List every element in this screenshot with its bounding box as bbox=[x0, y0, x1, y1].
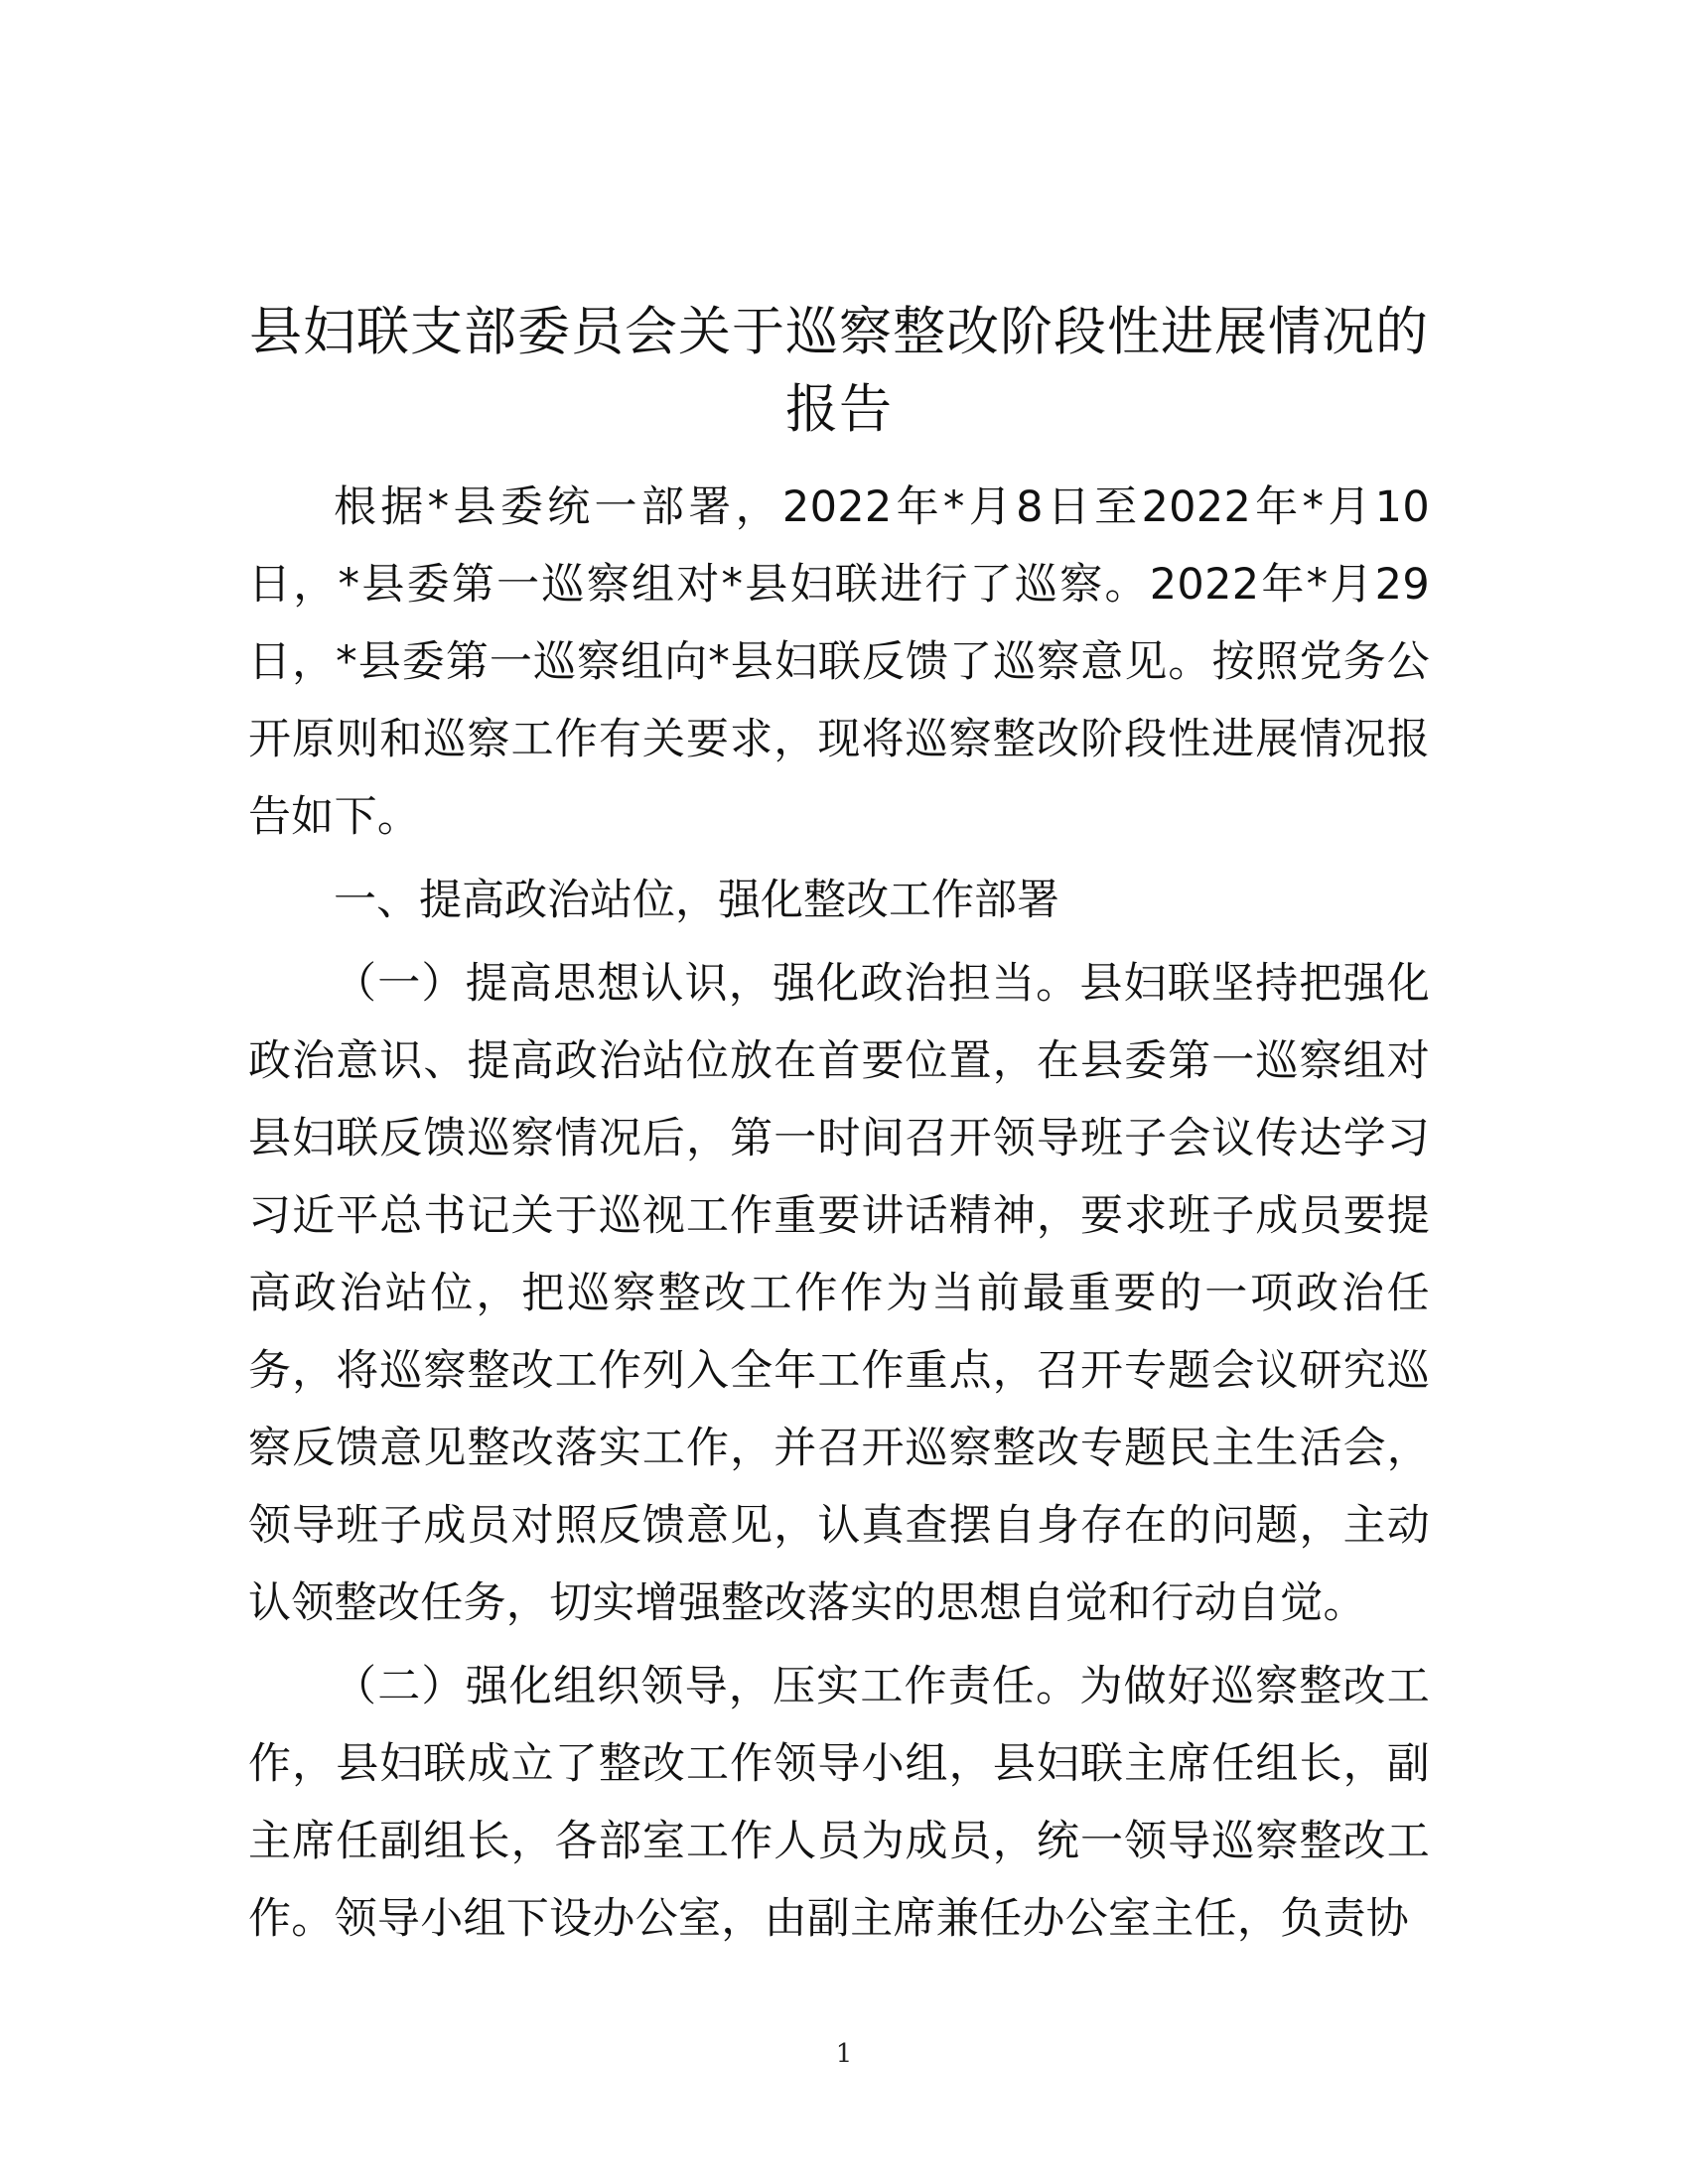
subsection-paragraph-1: （一）提高思想认识，强化政治担当。县妇联坚持把强化政治意识、提高政治站位放在首要位置，在县委第一巡察组对县妇联反馈巡察情况后，第一时间召开领导班子会议传达学习习近平总书记关于巡视工作重要讲话精神，要求班子成员要提高政治站位，把巡察整改工作作为当前最重要的一项政治任务，将巡察整改工作列入全年工作重点，召开专题会议研究巡察反馈意见整改落实工作，并召开巡察整改专题民主生活会，领导班子成员对照反馈意见，认真查摆自身存在的问题，主动认领整改任务，切实增强整改落实的思想自觉和行动自觉。 bbox=[248, 959, 1430, 1628]
section-heading-1: 一、提高政治站位，强化整改工作部署 bbox=[334, 876, 1059, 925]
document-body bbox=[248, 469, 1430, 1958]
subsection-paragraph-2: （二）强化组织领导，压实工作责任。为做好巡察整改工作，县妇联成立了整改工作领导小组，县妇联主席任组长，副主席任副组长，各部室工作人员为成员，统一领导巡察整改工作。领导小组下设办公室，由副主席兼任办公室主任，负责协 bbox=[248, 1662, 1430, 1944]
page-number: 1 bbox=[835, 2039, 853, 2069]
intro-paragraph: 根据*县委统一部署，2022年*月8日至2022年*月10日，*县委第一巡察组对*县妇联进行了巡察。2022年*月29日，*县委第一巡察组向*县妇联反馈了巡察意见。按照党务公开原则和巡察工作有关要求，现将巡察整改阶段性进展情况报告如下。 bbox=[248, 482, 1430, 842]
document-title: 县妇联支部委员会关于巡察整改阶段性进展情况的报告 bbox=[249, 302, 1429, 440]
